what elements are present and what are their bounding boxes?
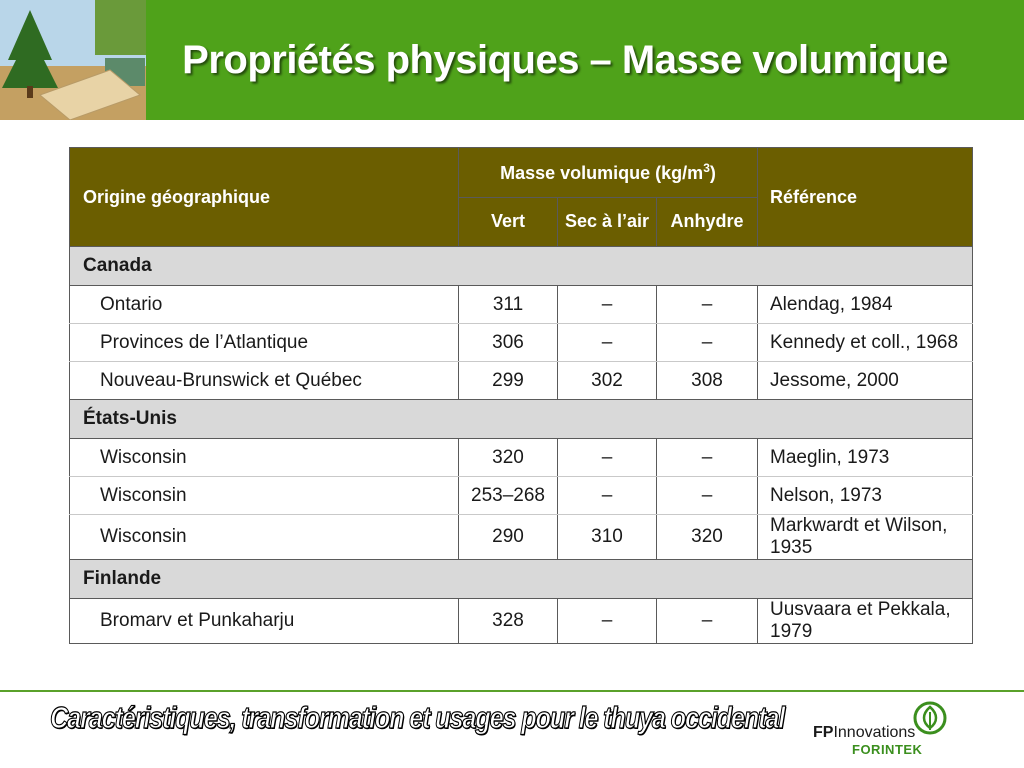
column-header-density-group: Masse volumique $(kg/m^3)$ (459, 148, 758, 198)
green-cell: 299 (459, 362, 558, 400)
group-row-canada (70, 247, 973, 286)
group-row-finlande (70, 560, 973, 599)
oven-dry-cell: 320 (657, 515, 758, 560)
group-label: Finlande (70, 560, 973, 599)
table-row (70, 324, 973, 362)
air-dry-cell: – (558, 439, 657, 477)
air-dry-cell: – (558, 324, 657, 362)
oven-dry-cell: – (657, 477, 758, 515)
footer-divider (0, 690, 1024, 692)
leaf-logo-icon (912, 700, 948, 736)
fpinnovations-logo (808, 700, 958, 760)
air-dry-cell: – (558, 477, 657, 515)
origin-cell: Wisconsin (70, 477, 459, 515)
group-label: États-Unis (70, 400, 973, 439)
group-row-etats-unis (70, 400, 973, 439)
header-band (0, 0, 1024, 120)
slide-title: Propriétés physiques – Masse volumique (182, 38, 948, 82)
origin-cell: Nouveau-Brunswick et Québec (70, 362, 459, 400)
column-header-oven-dry: Anhydre (657, 197, 758, 247)
table-row (70, 515, 973, 560)
reference-cell: Nelson, 1973 (758, 477, 973, 515)
reference-cell: Kennedy et coll., 1968 (758, 324, 973, 362)
table-row (70, 599, 973, 644)
group-label: Canada (70, 247, 973, 286)
reference-cell: Jessome, 2000 (758, 362, 973, 400)
reference-cell: Markwardt et Wilson, 1935 (758, 515, 973, 560)
origin-cell: Wisconsin (70, 439, 459, 477)
origin-cell: Wisconsin (70, 515, 459, 560)
green-cell: 311 (459, 286, 558, 324)
table-row (70, 477, 973, 515)
footer-caption: Caractéristiques, transformation et usages pour le thuya occidental (50, 700, 785, 735)
logo-forintek: FORINTEK (852, 742, 923, 757)
oven-dry-cell: 308 (657, 362, 758, 400)
reference-cell: Maeglin, 1973 (758, 439, 973, 477)
oven-dry-cell: – (657, 599, 758, 644)
density-table-grid (69, 147, 973, 644)
reference-cell: Alendag, 1984 (758, 286, 973, 324)
column-header-reference: Référence (758, 148, 973, 247)
oven-dry-cell: – (657, 286, 758, 324)
reference-cell: Uusvaara et Pekkala, 1979 (758, 599, 973, 644)
air-dry-cell: 310 (558, 515, 657, 560)
logo-wordmark: FPInnovations (813, 724, 916, 741)
green-cell: 328 (459, 599, 558, 644)
green-cell: 320 (459, 439, 558, 477)
green-cell: 306 (459, 324, 558, 362)
air-dry-cell: – (558, 599, 657, 644)
column-header-green: Vert (459, 197, 558, 247)
oven-dry-cell: – (657, 439, 758, 477)
air-dry-cell: 302 (558, 362, 657, 400)
air-dry-cell: – (558, 286, 657, 324)
origin-cell: Bromarv et Punkaharju (70, 599, 459, 644)
column-header-origin: Origine géographique (70, 148, 459, 247)
density-table (69, 147, 972, 644)
green-cell: 290 (459, 515, 558, 560)
table-row (70, 362, 973, 400)
oven-dry-cell: – (657, 324, 758, 362)
column-header-air-dry: Sec à l’air (558, 197, 657, 247)
origin-cell: Provinces de l’Atlantique (70, 324, 459, 362)
green-cell: 253–268 (459, 477, 558, 515)
table-row (70, 439, 973, 477)
table-row (70, 286, 973, 324)
header-photo (0, 0, 146, 120)
origin-cell: Ontario (70, 286, 459, 324)
